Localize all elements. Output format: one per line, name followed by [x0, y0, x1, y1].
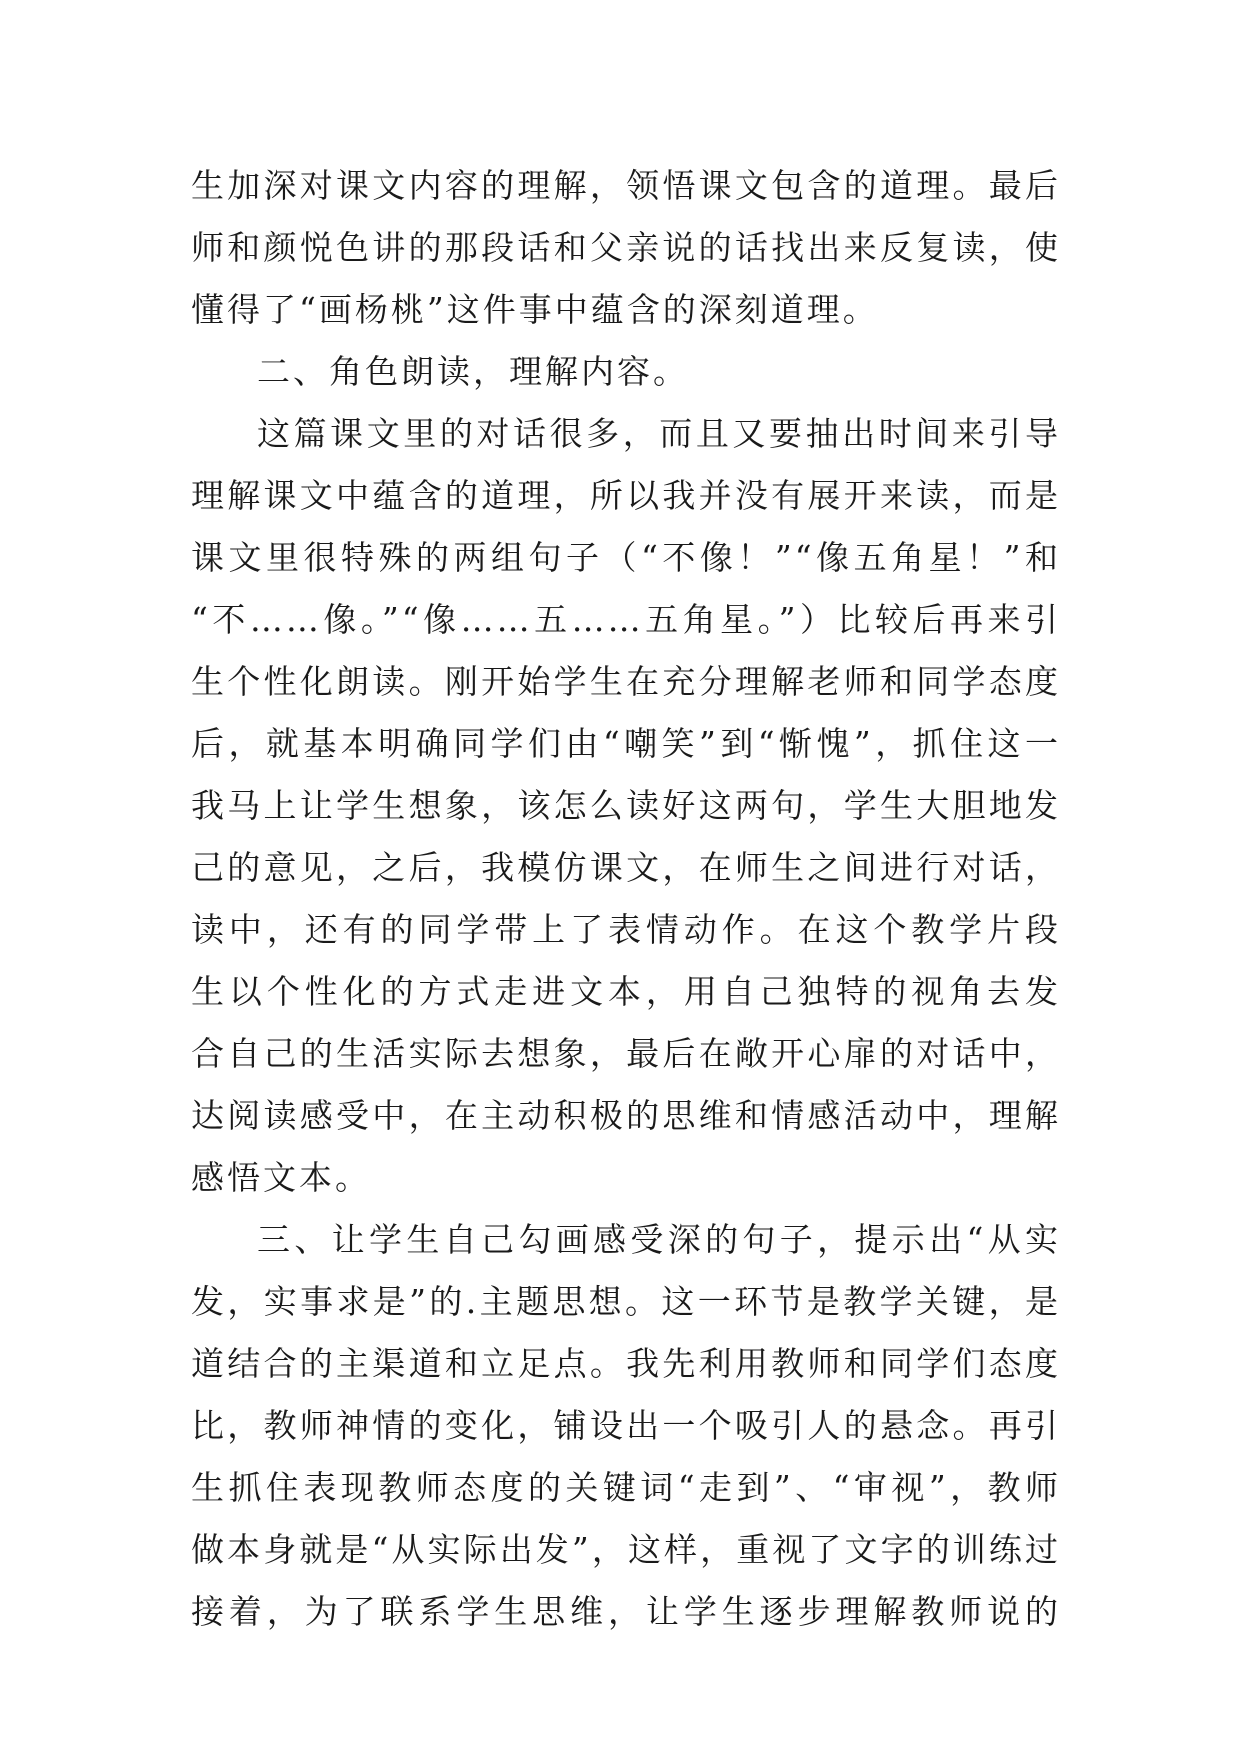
body-text	[191, 155, 1061, 1643]
text-line: 生加深对课文内容的理解，领悟课文包含的道理。最后	[191, 166, 1061, 205]
text-line: 接着，为了联系学生思维，让学生逐步理解教师说的	[191, 1592, 1061, 1631]
text-line: 后，就基本明确同学们由“嘲笑”到“惭愧”，抓住这一	[191, 724, 1061, 763]
text-line: 感悟文本。	[191, 1158, 371, 1197]
text-line: 课文里很特殊的两组句子（“不像！”“像五角星！”和	[191, 538, 1061, 577]
text-line: 生个性化朗读。刚开始学生在充分理解老师和同学态度	[191, 662, 1061, 701]
text-line: 我马上让学生想象，该怎么读好这两句，学生大胆地发	[191, 786, 1061, 825]
text-line: 做本身就是“从实际出发”，这样，重视了文字的训练过	[191, 1530, 1061, 1569]
text-line: 比，教师神情的变化，铺设出一个吸引人的悬念。再引	[191, 1406, 1061, 1445]
text-line: 达阅读感受中，在主动积极的思维和情感活动中，理解	[191, 1096, 1061, 1135]
text-line: 己的意见，之后，我模仿课文，在师生之间进行对话，	[191, 848, 1061, 887]
text-line: 发，实事求是”的.主题思想。这一环节是教学关键，是	[191, 1282, 1061, 1321]
text-line: 师和颜悦色讲的那段话和父亲说的话找出来反复读，使	[191, 228, 1061, 267]
text-line: 生抓住表现教师态度的关键词“走到”、“审视”，教师	[191, 1468, 1061, 1507]
text-line: 懂得了“画杨桃”这件事中蕴含的深刻道理。	[191, 290, 879, 329]
text-line: 合自己的生活实际去想象，最后在敞开心扉的对话中，	[191, 1034, 1061, 1073]
text-line: 道结合的主渠道和立足点。我先利用教师和同学们态度	[191, 1344, 1061, 1383]
text-line: 生以个性化的方式走进文本，用自己独特的视角去发	[191, 972, 1061, 1011]
text-line: 理解课文中蕴含的道理，所以我并没有展开来读，而是	[191, 476, 1061, 515]
text-line: 这篇课文里的对话很多，而且又要抽出时间来引导	[257, 414, 1061, 453]
text-line: 二、角色朗读，理解内容。	[257, 352, 689, 391]
text-line: 三、让学生自己勾画感受深的句子，提示出“从实	[257, 1220, 1061, 1259]
text-line: 读中，还有的同学带上了表情动作。在这个教学片段	[191, 910, 1061, 949]
text-line: “不……像。”“像……五……五角星。”）比较后再来引	[191, 600, 1061, 639]
